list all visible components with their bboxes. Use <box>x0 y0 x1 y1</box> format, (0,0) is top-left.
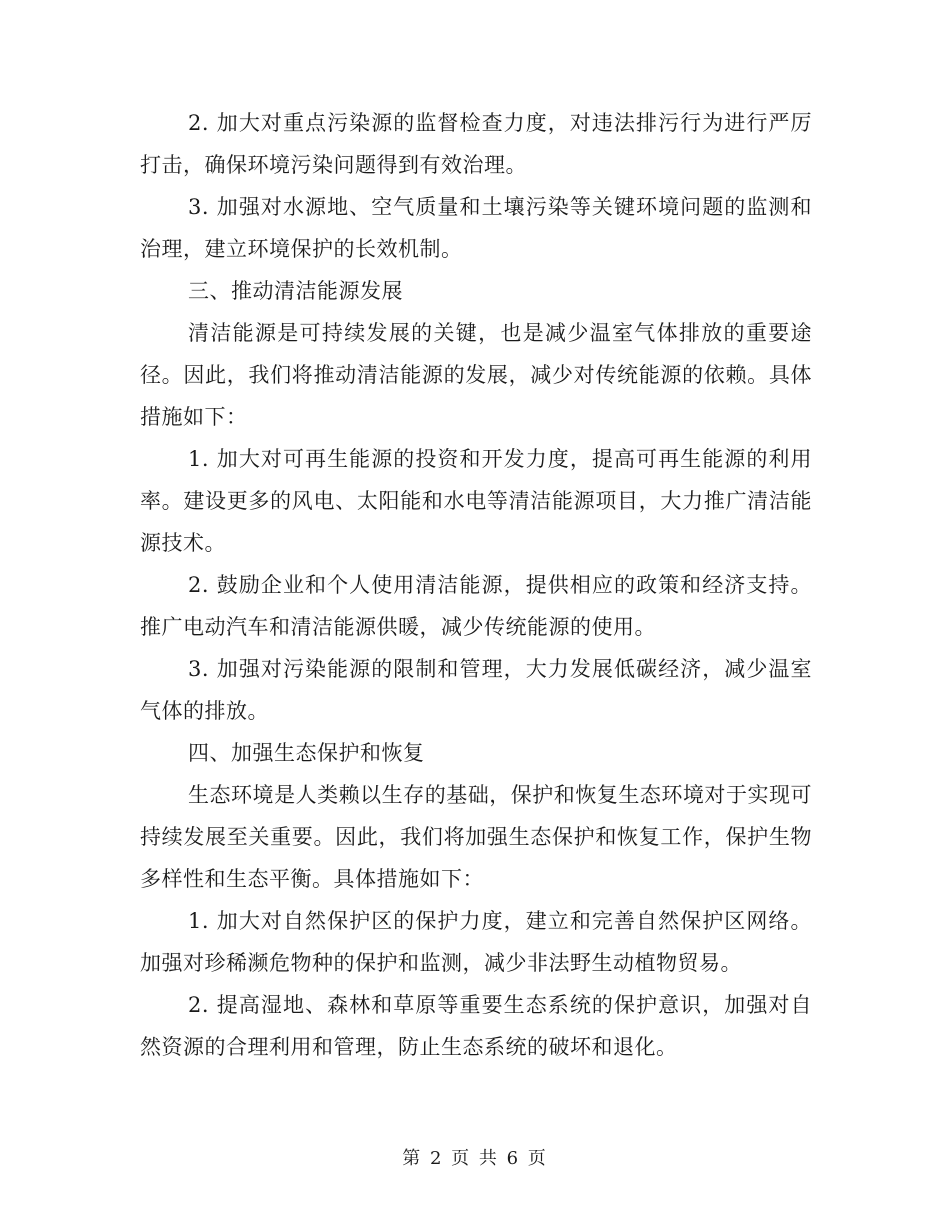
paragraph-item-3-monitoring: 3. 加强对水源地、空气质量和土壤污染等关键环境问题的监测和治理，建立环境保护的长效机制。 <box>140 195 812 261</box>
page-body <box>140 102 812 1068</box>
paragraph-item-2-supervision: 2. 加大对重点污染源的监督检查力度，对违法排污行为进行严厉打击，确保环境污染问题得到有效治理。 <box>140 111 812 177</box>
page-number-footer: 第 2 页 共 6 页 <box>402 1148 548 1169</box>
paragraph-clean-energy-intro: 清洁能源是可持续发展的关键，也是减少温室气体排放的重要途径。因此，我们将推动清洁能源的发展，减少对传统能源的依赖。具体措施如下： <box>140 321 812 429</box>
paragraph-clean-energy-item-1: 1. 加大对可再生能源的投资和开发力度，提高可再生能源的利用率。建设更多的风电、太阳能和水电等清洁能源项目，大力推广清洁能源技术。 <box>140 447 812 555</box>
paragraph-ecology-intro: 生态环境是人类赖以生存的基础，保护和恢复生态环境对于实现可持续发展至关重要。因此，我们将加强生态保护和恢复工作，保护生物多样性和生态平衡。具体措施如下： <box>140 783 812 891</box>
paragraph-ecology-item-1: 1. 加大对自然保护区的保护力度，建立和完善自然保护区网络。加强对珍稀濒危物种的保护和监测，减少非法野生动植物贸易。 <box>140 909 812 975</box>
paragraph-ecology-item-2: 2. 提高湿地、森林和草原等重要生态系统的保护意识，加强对自然资源的合理利用和管理，防止生态系统的破坏和退化。 <box>140 993 812 1059</box>
paragraph-clean-energy-item-3: 3. 加强对污染能源的限制和管理，大力发展低碳经济，减少温室气体的排放。 <box>140 657 812 723</box>
section-heading-clean-energy: 三、推动清洁能源发展 <box>188 279 403 303</box>
paragraph-clean-energy-item-2: 2. 鼓励企业和个人使用清洁能源，提供相应的政策和经济支持。推广电动汽车和清洁能源供暖，减少传统能源的使用。 <box>140 573 812 639</box>
section-heading-ecology: 四、加强生态保护和恢复 <box>188 741 425 765</box>
